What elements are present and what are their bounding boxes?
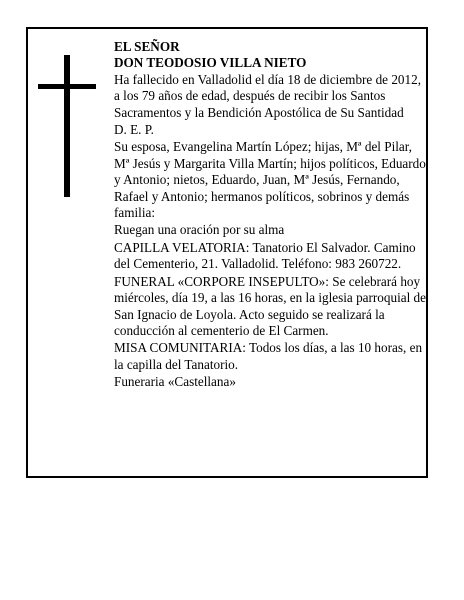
deceased-title: EL SEÑOR (114, 39, 180, 54)
latin-cross-icon (38, 55, 96, 197)
deceased-name: DON TEODOSIO VILLA NIETO (114, 55, 307, 71)
family-list: Su esposa, Evangelina Martín López; hijas, Mª del Pilar, Mª Jesús y Margarita Villa Martín; hijos políticos, Eduardo y Antonio; nietos, Eduardo, Juan, Mª Jesús, Fernando, Rafael y Antonio; hermanos políticos, sobrinos y demás familia: (114, 139, 426, 221)
funeral-home: Funeraria «Castellana» (114, 374, 236, 390)
funeral-info: FUNERAL «CORPORE INSEPULTO»: Se celebrará hoy miércoles, día 19, a las 16 horas, en la iglesia parroquial de San Ignacio de Loyola. Acto seguido se realizará la conducción al cementerio de El Carmen. (114, 273, 426, 338)
cross-horizontal-bar (38, 84, 96, 89)
cross-vertical-bar (64, 55, 70, 197)
death-announcement: Ha fallecido en Valladolid el día 18 de diciembre de 2012, a los 79 años de edad, después de recibir los Santos Sacramentos y la Bendición Apostólica de Su Santidad (114, 71, 421, 120)
prayer-request: Ruegan una oración por su alma (114, 222, 285, 238)
rip-line: D. E. P. (114, 122, 154, 138)
community-mass-info: MISA COMUNITARIA: Todos los días, a las 10 horas, en la capilla del Tanatorio. (114, 340, 423, 372)
wake-chapel-info: CAPILLA VELATORIA: Tanatorio El Salvador. Camino del Cementerio, 21. Valladolid. Teléfono: 983 260722. (114, 239, 416, 272)
obituary-text (114, 39, 426, 391)
